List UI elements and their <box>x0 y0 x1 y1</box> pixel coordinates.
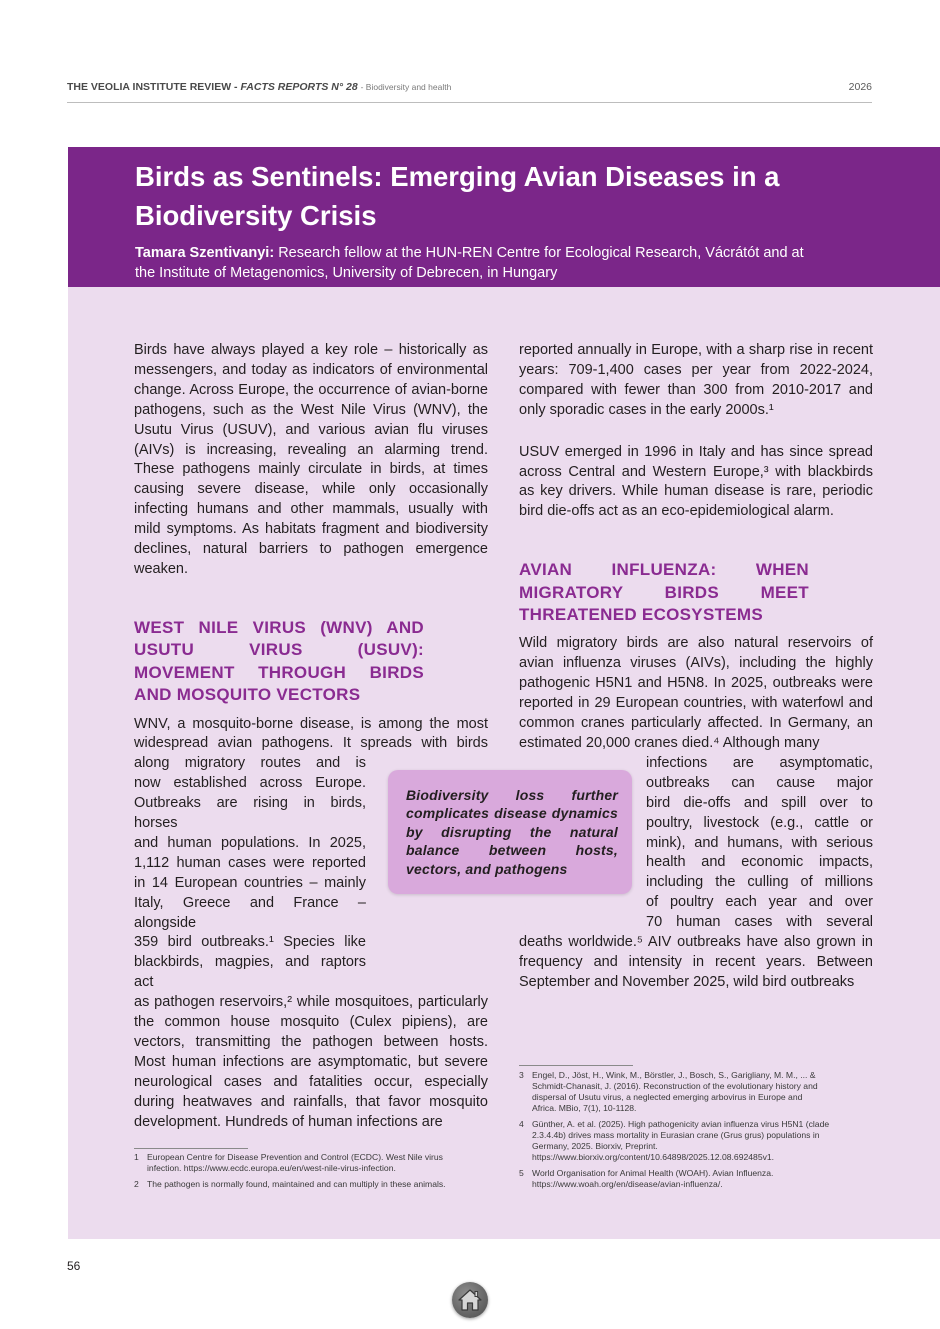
aiv-line: outbreaks can cause major <box>646 774 873 791</box>
aiv-line: health and economic impacts, <box>646 854 873 871</box>
aiv-wrapped-lines <box>646 754 873 933</box>
header-year: 2026 <box>848 81 872 93</box>
footnote-text: Günther, A. et al. (2025). High pathogenicity avian influenza virus H5N1 (clade 2.3.4.4b) drives mass mortality in Eurasian crane (Grus grus) populations in Germany, 2025. Biorxiv, Preprint. https://www.biorxiv.org/content/10.64898/2025.12.08.692485v1. <box>532 1119 830 1162</box>
article-title: Birds as Sentinels: Emerging Avian Diseases in a Biodiversity Crisis <box>135 161 780 231</box>
report-number: FACTS REPORTS N° 28 <box>240 81 358 93</box>
heading-wnv: WEST NILE VIRUS (WNV) AND USUTU VIRUS (USUV): MOVEMENT THROUGH BIRDS AND MOSQUITO VECTORS <box>134 617 424 705</box>
usuv-paragraph: USUV emerged in 1996 in Italy and has since spread across Central and Western Europe,³ with blackbirds as key drivers. While human disease is rare, periodic bird die-offs act as an eco-epidemiological alarm. <box>519 443 873 520</box>
footnote-3 <box>519 1070 819 1114</box>
wnv-line: WNV, a mosquito-borne disease, is among the most <box>134 715 488 732</box>
footnote-rule-left <box>134 1148 248 1149</box>
wnv-line: Italy, Greece and France – alongside <box>134 894 366 931</box>
wnv-paragraph-rest: as pathogen reservoirs,² while mosquitoes, particularly the common house mosquito (Culex pipiens), are vectors, transmitting the pathogen between hosts. Most human infections are asymptomatic, but severe neurological cases and fatalities occur, especially during heatwaves and rainfalls, that favor mosquito development. Hundreds of human infections are <box>134 994 488 1130</box>
aiv-paragraph: Wild migratory birds are also natural reservoirs of avian influenza viruses (AIVs), including the highly pathogenic H5N1 and H5N8. In 2025, outbreaks were reported in 29 European countries, with waterfowl and common cranes particularly affected. In Germany, an estimated 20,000 cranes died.⁴ Although many <box>519 635 873 751</box>
aiv-line: including the culling of millions <box>646 874 873 891</box>
aiv-line: bird die-offs and spill over to <box>646 794 873 811</box>
footnote-2 <box>134 1179 494 1190</box>
publication-line <box>67 81 451 93</box>
footnote-text: World Organisation for Animal Health (WOAH). Avian Influenza. https://www.woah.org/en/disease/avian-influenza/. <box>532 1168 774 1189</box>
wnv-line: and human populations. In 2025, <box>134 834 366 851</box>
footnote-number: 4 <box>519 1119 524 1129</box>
wnv-continuation-paragraph: reported annually in Europe, with a sharp rise in recent years: 709-1,400 cases per year from 2022-2024, compared with fewer than 300 from 2010-2017 and only sporadic cases in the early 2000s.¹ <box>519 342 873 418</box>
footnote-number: 3 <box>519 1070 524 1080</box>
heading-avian-influenza: AVIAN INFLUENZA: WHEN MIGRATORY BIRDS MEET THREATENED ECOSYSTEMS <box>519 560 809 625</box>
footnote-4 <box>519 1119 834 1163</box>
footnote-text: The pathogen is normally found, maintained and can multiply in these animals. <box>147 1179 446 1189</box>
wnv-line: in 14 European countries – mainly <box>134 874 366 891</box>
home-button[interactable] <box>452 1282 488 1318</box>
wnv-line: blackbirds, magpies, and raptors act <box>134 954 366 991</box>
footnote-1 <box>134 1152 479 1174</box>
author-name: Tamara Szentivanyi: <box>135 245 275 261</box>
right-column <box>519 341 873 993</box>
wnv-line: widespread avian pathogens. It spreads with birds <box>134 735 488 752</box>
running-header <box>67 80 872 103</box>
wnv-line: Outbreaks are rising in birds, horses <box>134 795 366 832</box>
page-number: 56 <box>67 1259 81 1273</box>
wnv-line: along migratory routes and is <box>134 755 366 772</box>
footnote-number: 1 <box>134 1152 139 1162</box>
wnv-line: now established across Europe. <box>134 775 366 792</box>
aiv-line: of poultry each year and over <box>646 894 873 911</box>
section-name: - Biodiversity and health <box>360 82 452 92</box>
footnote-text: European Centre for Disease Prevention and Control (ECDC). West Nile virus infection. https://www.ecdc.europa.eu/en/west-nile-virus-infection. <box>147 1152 443 1173</box>
aiv-line: poultry, livestock (e.g., cattle or <box>646 814 873 831</box>
footnote-rule-right <box>519 1065 633 1066</box>
aiv-line: infections are asymptomatic, <box>646 754 873 771</box>
aiv-line: mink), and humans, with serious <box>646 834 873 851</box>
pull-quote-box <box>388 770 632 894</box>
footnote-5 <box>519 1168 819 1190</box>
footnote-number: 2 <box>134 1179 139 1189</box>
footnote-number: 5 <box>519 1168 524 1178</box>
home-icon <box>452 1282 488 1318</box>
wnv-line: 1,112 human cases were reported <box>134 854 366 871</box>
author-affiliation: Research fellow at the HUN-REN Centre for Ecological Research, Vácrátót and at the Institute of Metagenomics, University of Debrecen, in Hungary <box>135 245 804 281</box>
aiv-paragraph-rest: deaths worldwide.⁵ AIV outbreaks have also grown in frequency and intensity in recent years. Between September and November 2025, wild bird outbreaks <box>519 934 873 990</box>
wnv-line: 359 bird outbreaks.¹ Species like <box>134 934 366 951</box>
pull-quote-text: Biodiversity loss further complicates disease dynamics by disrupting the natural balance between hosts, vectors, and pathogens <box>406 787 618 877</box>
left-column <box>134 341 488 1133</box>
author-line <box>135 244 815 283</box>
footnote-text: Engel, D., Jöst, H., Wink, M., Börstler, J., Bosch, S., Garigliany, M. M., ... & Schmidt-Chanasit, J. (2016). Reconstruction of the evolutionary history and dispersal of Usutu virus, a neglected emerging arbovirus in Europe and Africa. MBio, 7(1), 10-1128. <box>532 1070 818 1113</box>
aiv-line: 70 human cases with several <box>646 914 873 931</box>
publication-name: THE VEOLIA INSTITUTE REVIEW - <box>67 81 238 93</box>
title-banner <box>68 147 940 287</box>
intro-paragraph: Birds have always played a key role – historically as messengers, and today as indicators of environmental change. Across Europe, the occurrence of avian-borne pathogens, such as the West Nile Virus (WNV), the Usutu Virus (USUV), and various avian flu viruses (AIVs) is increasing, revealing an alarming trend. These pathogens mainly circulate in birds, at times causing severe disease, while only occasionally infecting humans and other mammals, usually with mild symptoms. As habitats fragment and biodiversity declines, natural barriers to pathogen emergence weaken. <box>134 342 488 577</box>
